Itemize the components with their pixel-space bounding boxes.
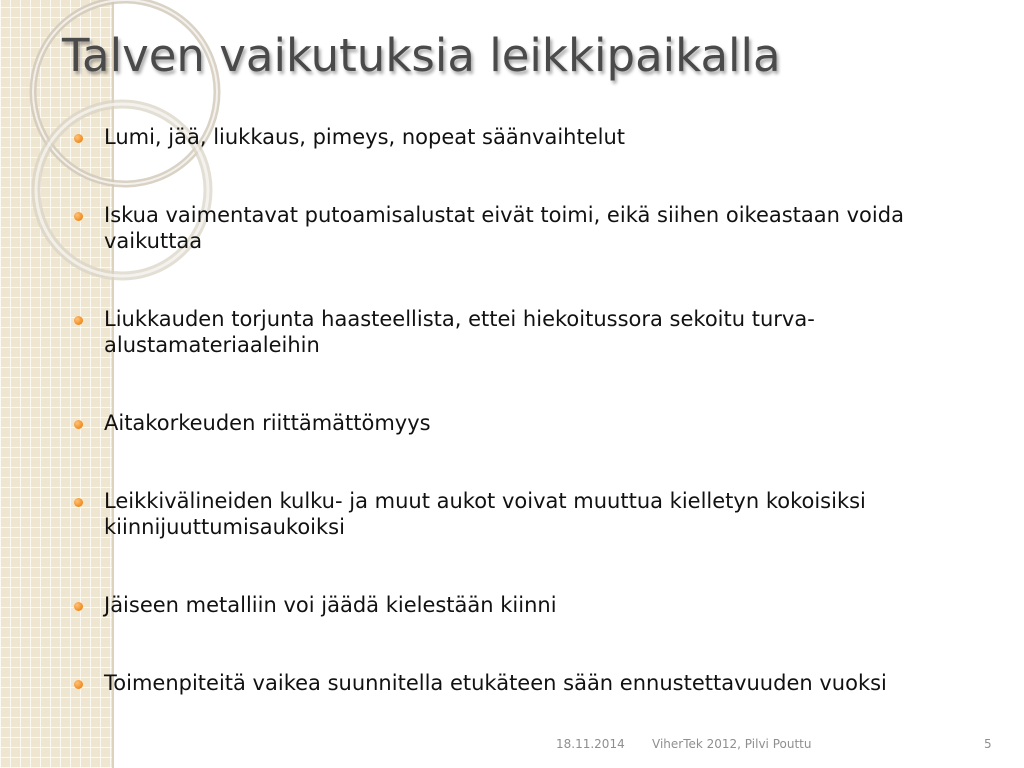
bullet-list bbox=[72, 124, 972, 696]
bullet-text: Jäiseen metalliin voi jäädä kielestään kiinni bbox=[104, 593, 557, 617]
bullet-text: Iskua vaimentavat putoamisalustat eivät toimi, eikä siihen oikeastaan voida vaikuttaa bbox=[104, 203, 904, 253]
bullet-dot-icon bbox=[74, 134, 83, 143]
footer-date: 18.11.2014 bbox=[556, 737, 625, 751]
list-item bbox=[72, 488, 972, 540]
list-item bbox=[72, 670, 972, 696]
bullet-text: Toimenpiteitä vaikea suunnitella etukäteen sään ennustettavuuden vuoksi bbox=[104, 671, 887, 695]
list-item bbox=[72, 124, 972, 150]
list-item bbox=[72, 592, 972, 618]
bullet-dot-icon bbox=[74, 680, 83, 689]
bullet-text: Lumi, jää, liukkaus, pimeys, nopeat säänvaihtelut bbox=[104, 125, 626, 149]
bullet-dot-icon bbox=[74, 498, 83, 507]
list-item bbox=[72, 202, 972, 254]
bullet-dot-icon bbox=[74, 420, 83, 429]
list-item bbox=[72, 410, 972, 436]
bullet-text: Aitakorkeuden riittämättömyys bbox=[104, 411, 431, 435]
bullet-text: Liukkauden torjunta haasteellista, ettei hiekoitussora sekoitu turva-alustamateriaaleihin bbox=[104, 307, 815, 357]
bullet-dot-icon bbox=[74, 212, 83, 221]
page-number: 5 bbox=[984, 737, 992, 751]
bullet-text: Leikkivälineiden kulku- ja muut aukot voivat muuttua kielletyn kokoisiksi kiinnijuuttumisaukoiksi bbox=[104, 489, 866, 539]
bullet-dot-icon bbox=[74, 316, 83, 325]
list-item bbox=[72, 306, 972, 358]
footer-text: ViherTek 2012, Pilvi Pouttu bbox=[652, 737, 812, 751]
slide-title: Talven vaikutuksia leikkipaikalla bbox=[62, 29, 781, 82]
bullet-dot-icon bbox=[74, 602, 83, 611]
